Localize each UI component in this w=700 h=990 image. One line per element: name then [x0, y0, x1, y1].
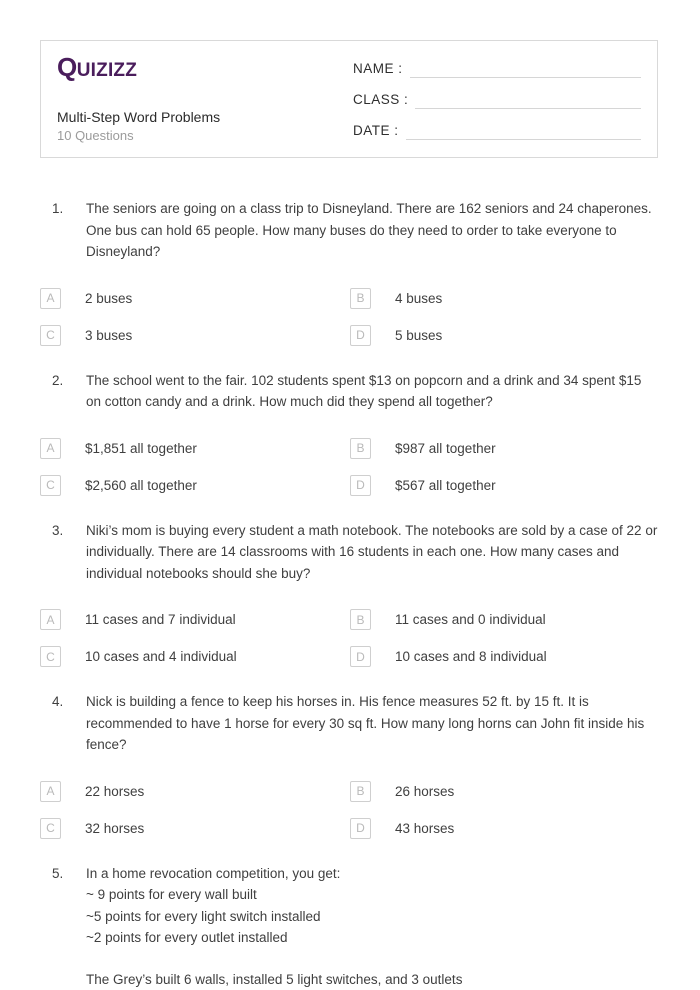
question-block: [40, 691, 660, 839]
option-text: 11 cases and 0 individual: [395, 612, 546, 627]
question-number: 1.: [52, 201, 64, 216]
option-text: 2 buses: [85, 290, 133, 306]
option-letter-box[interactable]: D: [350, 646, 371, 667]
date-field-row: [353, 120, 641, 140]
question-text: The school went to the fair. 102 students spent $13 on popcorn and a drink and 34 spent $15 on cotton candy and a drink. How much did they spend all together?: [86, 372, 642, 409]
option-text: $567 all together: [395, 477, 496, 493]
option-letter-box[interactable]: A: [40, 609, 61, 630]
option-letter-box[interactable]: A: [40, 288, 61, 309]
answer-option-c[interactable]: [40, 325, 350, 346]
header-left: [57, 54, 353, 145]
answer-option-d[interactable]: [350, 646, 660, 667]
logo-letter-q: Q: [57, 52, 77, 82]
option-letter-box[interactable]: A: [40, 438, 61, 459]
answer-option-c[interactable]: [40, 475, 350, 496]
question-text-line: In a home revocation competition, you get:: [86, 865, 341, 881]
question-text-line: ~ 9 points for every wall built: [86, 887, 257, 902]
question-number: 4.: [52, 694, 64, 709]
question-block: [40, 863, 660, 990]
option-text: $1,851 all together: [85, 440, 197, 456]
question-text: Nick is building a fence to keep his horses in. His fence measures 52 ft. by 15 ft. It is recommended to have 1 horse for every 30 sq ft. How many long horns can John fit inside his fence?: [86, 694, 645, 752]
question-block: [40, 370, 660, 496]
answer-options: [40, 438, 660, 496]
answer-option-a[interactable]: [40, 288, 350, 309]
name-input-line[interactable]: [410, 60, 641, 78]
option-text: 11 cases and 7 individual: [85, 612, 236, 627]
question-number: 2.: [52, 372, 64, 388]
answer-option-d[interactable]: [350, 475, 660, 496]
answer-option-c[interactable]: [40, 646, 350, 667]
option-letter-box[interactable]: B: [350, 781, 371, 802]
question-text: Niki’s mom is buying every student a math notebook. The notebooks are sold by a case of 22 or individually. There are 14 classrooms with 16 students in each one. How many cases and individual notebooks should she buy?: [86, 522, 658, 581]
questions-list: [0, 198, 700, 990]
question-number: 3.: [52, 522, 64, 538]
question-block: [40, 198, 660, 346]
question-count: 10 Questions: [57, 128, 134, 143]
class-input-line[interactable]: [415, 91, 641, 109]
option-text: 4 buses: [395, 290, 443, 306]
answer-options: [40, 609, 660, 667]
option-letter-box[interactable]: D: [350, 325, 371, 346]
logo-wordmark: UIZIZZ: [76, 60, 138, 81]
answer-option-d[interactable]: [350, 818, 660, 839]
option-letter-box[interactable]: C: [40, 818, 61, 839]
option-text: 26 horses: [395, 783, 455, 799]
answer-option-a[interactable]: [40, 781, 350, 802]
answer-option-a[interactable]: [40, 609, 350, 630]
option-text: $2,560 all together: [85, 477, 197, 493]
answer-option-b[interactable]: [350, 781, 660, 802]
option-letter-box[interactable]: A: [40, 781, 61, 802]
name-field-row: [353, 58, 641, 78]
question-followup-text: The Grey’s built 6 walls, installed 5 light switches, and 3 outlets: [86, 971, 463, 987]
class-field-row: [353, 89, 641, 109]
answer-option-c[interactable]: [40, 818, 350, 839]
option-text: 3 buses: [85, 327, 133, 343]
question-text-line: ~2 points for every outlet installed: [86, 930, 288, 945]
worksheet-title: Multi-Step Word Problems: [57, 109, 221, 125]
option-text: 22 horses: [85, 783, 145, 799]
option-text: 32 horses: [85, 820, 145, 836]
date-label: DATE :: [353, 123, 399, 138]
question-text: The seniors are going on a class trip to Disneyland. There are 162 seniors and 24 chaperones. One bus can hold 65 people. How many buses do they need to order to take everyone to Disneyland?: [86, 201, 652, 259]
option-letter-box[interactable]: B: [350, 438, 371, 459]
option-letter-box[interactable]: C: [40, 646, 61, 667]
option-text: 10 cases and 4 individual: [85, 649, 237, 664]
question-block: [40, 520, 660, 668]
option-letter-box[interactable]: D: [350, 475, 371, 496]
answer-option-b[interactable]: [350, 609, 660, 630]
option-letter-box[interactable]: C: [40, 325, 61, 346]
answer-option-b[interactable]: [350, 288, 660, 309]
option-text: 43 horses: [395, 820, 455, 836]
answer-options: [40, 288, 660, 346]
answer-option-a[interactable]: [40, 438, 350, 459]
header-card: [40, 40, 658, 158]
answer-option-b[interactable]: [350, 438, 660, 459]
option-letter-box[interactable]: B: [350, 609, 371, 630]
question-text: [86, 863, 660, 990]
option-letter-box[interactable]: D: [350, 818, 371, 839]
option-text: 10 cases and 8 individual: [395, 649, 547, 664]
quizizz-logo: [57, 54, 353, 85]
question-number: 5.: [52, 865, 64, 881]
header-fields: [353, 54, 641, 145]
name-label: NAME :: [353, 61, 403, 76]
option-text: 5 buses: [395, 327, 443, 343]
answer-option-d[interactable]: [350, 325, 660, 346]
answer-options: [40, 781, 660, 839]
question-text-line: ~5 points for every light switch installed: [86, 908, 321, 924]
option-letter-box[interactable]: C: [40, 475, 61, 496]
option-text: $987 all together: [395, 440, 496, 456]
date-input-line[interactable]: [406, 122, 641, 140]
option-letter-box[interactable]: B: [350, 288, 371, 309]
class-label: CLASS :: [353, 92, 409, 107]
